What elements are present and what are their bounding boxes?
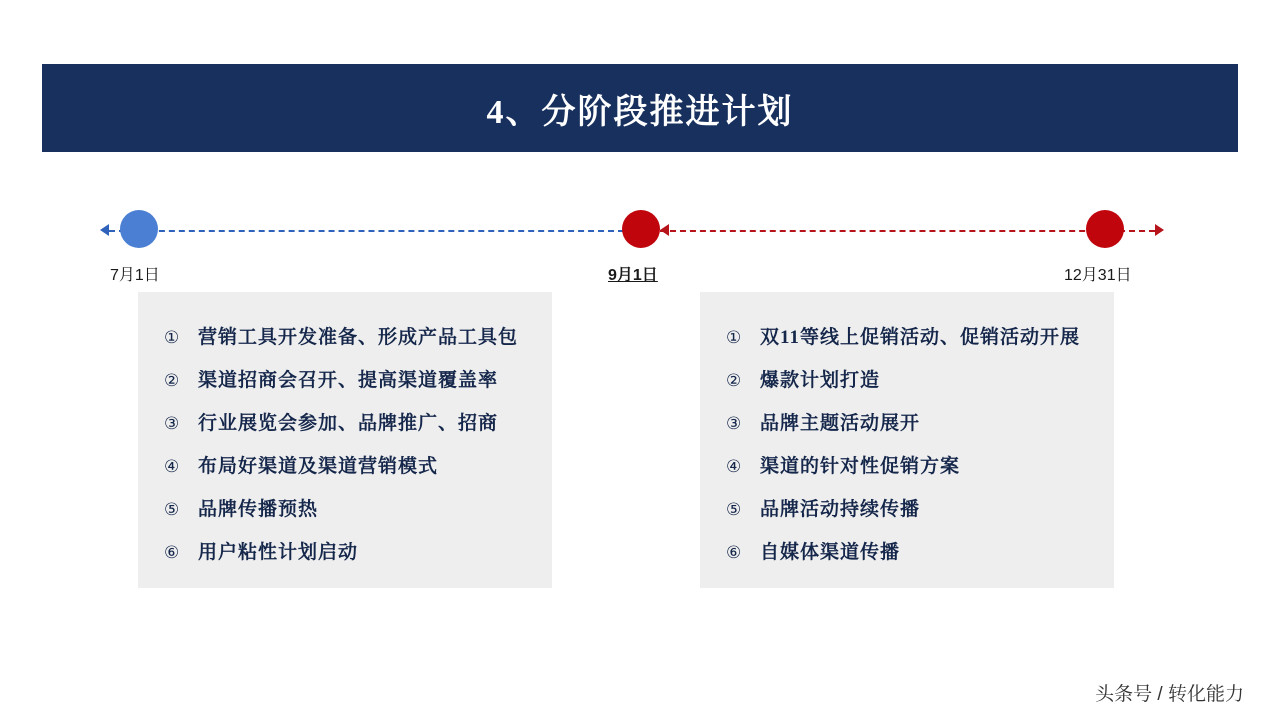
list-item-text: 营销工具开发准备、形成产品工具包 <box>198 327 519 348</box>
timeline-mid-arrow-icon <box>660 224 669 236</box>
phase-two-panel <box>700 292 1114 588</box>
list-item-text: 用户粘性计划启动 <box>198 542 359 563</box>
list-item-text: 渠道的针对性促销方案 <box>760 456 961 477</box>
list-item <box>164 322 526 349</box>
list-item-text: 品牌活动持续传播 <box>760 499 921 520</box>
list-item <box>164 451 526 478</box>
list-item-text: 自媒体渠道传播 <box>760 542 901 563</box>
list-item-text: 渠道招商会召开、提高渠道覆盖率 <box>198 370 499 391</box>
list-item-number: ③ <box>726 414 742 434</box>
list-item-text: 品牌传播预热 <box>198 499 319 520</box>
phase-one-panel <box>138 292 552 588</box>
list-item <box>726 494 1088 521</box>
list-item <box>164 537 526 564</box>
timeline-left-arrow-icon <box>100 224 109 236</box>
timeline-node-1[interactable] <box>120 210 158 248</box>
list-item <box>726 451 1088 478</box>
list-item-text: 双11等线上促销活动、促销活动开展 <box>760 327 1080 348</box>
list-item <box>726 408 1088 435</box>
list-item-text: 爆款计划打造 <box>760 370 881 391</box>
list-item-number: ⑤ <box>726 500 742 520</box>
timeline-track-blue <box>109 230 624 232</box>
list-item <box>726 365 1088 392</box>
list-item-text: 布局好渠道及渠道营销模式 <box>198 456 439 477</box>
timeline-right-arrow-icon <box>1155 224 1164 236</box>
list-item-number: ② <box>726 371 742 391</box>
list-item <box>726 322 1088 349</box>
timeline-track-red <box>660 230 1155 232</box>
phase-one-list <box>164 322 526 564</box>
list-item-text: 品牌主题活动展开 <box>760 413 921 434</box>
timeline-label-1: 7月1日 <box>110 267 160 284</box>
list-item <box>164 365 526 392</box>
phase-two-list <box>726 322 1088 564</box>
slide-title-bar <box>42 64 1238 152</box>
list-item-number: ① <box>164 328 180 348</box>
timeline-label-2: 9月1日 <box>608 267 658 284</box>
list-item-number: ⑥ <box>164 543 180 563</box>
list-item-number: ⑥ <box>726 543 742 563</box>
timeline-node-3[interactable] <box>1086 210 1124 248</box>
list-item-number: ④ <box>726 457 742 477</box>
list-item-number: ⑤ <box>164 500 180 520</box>
list-item-number: ③ <box>164 414 180 434</box>
list-item <box>726 537 1088 564</box>
list-item-number: ① <box>726 328 742 348</box>
watermark-footer: 头条号 / 转化能力 <box>1095 684 1244 705</box>
list-item <box>164 494 526 521</box>
list-item-number: ④ <box>164 457 180 477</box>
timeline-node-2[interactable] <box>622 210 660 248</box>
timeline-label-3: 12月31日 <box>1064 267 1132 284</box>
list-item-number: ② <box>164 371 180 391</box>
page-title: 4、分阶段推进计划 <box>486 93 794 131</box>
list-item <box>164 408 526 435</box>
list-item-text: 行业展览会参加、品牌推广、招商 <box>198 413 499 434</box>
